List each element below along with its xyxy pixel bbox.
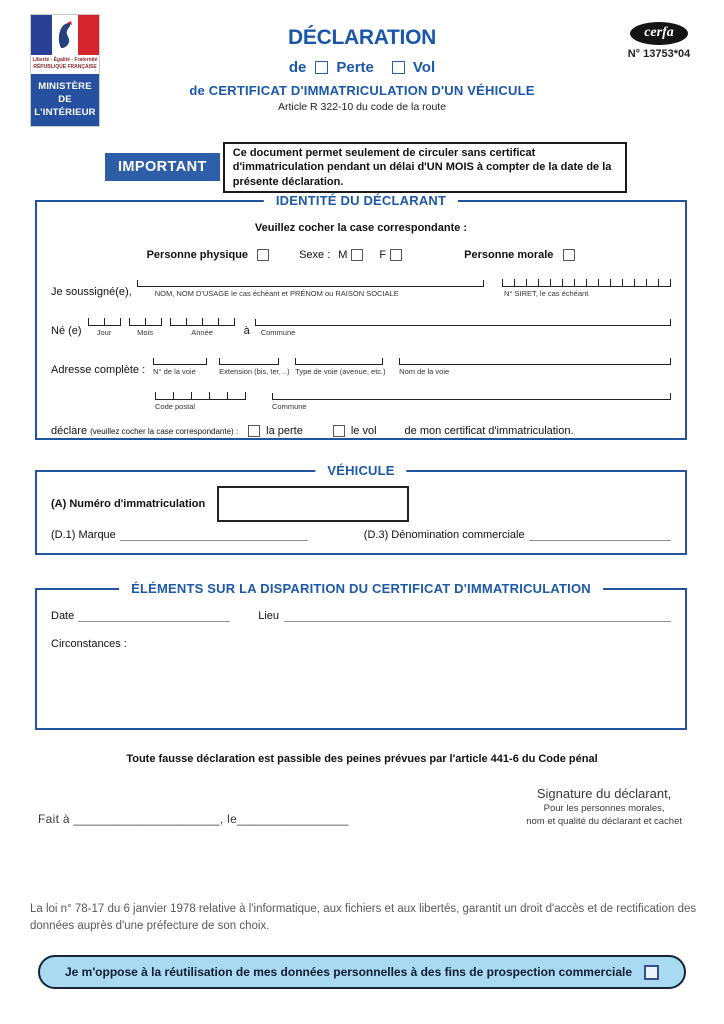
commune-naissance-caption: Commune (260, 328, 296, 337)
french-flag-logo (31, 15, 99, 55)
code-postal-caption: Code postal (155, 402, 196, 411)
false-declaration-warning: Toute fausse déclaration est passible des peines prévues par l'article 441-6 du Code pénal (126, 753, 598, 765)
form-title: DÉCLARATION (288, 26, 436, 49)
signature-block (526, 786, 682, 827)
adresse-label: Adresse complète : (51, 364, 146, 376)
section-vehicule (35, 463, 687, 555)
marianne-icon (55, 19, 75, 51)
personne-physique-label: Personne physique (146, 249, 249, 261)
annee-caption: Année (191, 328, 213, 337)
sexe-label: Sexe : (299, 249, 331, 261)
a-label: à (243, 325, 250, 337)
cerfa-badge (624, 22, 694, 60)
jour-caption: Jour (96, 328, 112, 337)
important-band (105, 142, 627, 193)
circonstances-area[interactable] (51, 650, 671, 710)
declare-paren: (veuillez cocher la case correspondante) : (90, 426, 239, 436)
de-label: de (288, 59, 307, 76)
annee-field[interactable] (170, 315, 235, 326)
circonstances-label: Circonstances : (51, 638, 127, 650)
code-postal-field[interactable] (155, 389, 246, 400)
identite-instruction: Veuillez cocher la case correspondante : (254, 222, 468, 234)
marque-label: (D.1) Marque (51, 529, 116, 541)
date-label: Date (51, 610, 75, 622)
denomination-field[interactable] (529, 530, 671, 541)
sexe-f-checkbox[interactable] (390, 249, 402, 261)
extension-caption: Extension (bis, ter, ..) (219, 367, 290, 376)
form-subtitle: de CERTIFICAT D'IMMATRICULATION D'UN VÉHICULE (189, 83, 535, 98)
marque-field[interactable] (120, 530, 308, 541)
opposition-pill (38, 955, 686, 989)
cerfa-number: N° 13753*04 (627, 48, 691, 60)
siret-field[interactable] (502, 276, 671, 287)
mois-caption: Mois (137, 328, 153, 337)
section-identite-title: IDENTITÉ DU DÉCLARANT (264, 193, 458, 208)
je-soussigne-label: Je soussigné(e), (51, 286, 132, 298)
declare-label: déclare (51, 425, 88, 437)
perte-label: Perte (336, 59, 374, 76)
la-perte-label: la perte (266, 425, 303, 437)
personne-morale-label: Personne morale (464, 249, 554, 261)
perte-checkbox[interactable] (315, 61, 328, 74)
section-identite (35, 193, 687, 440)
section-vehicule-title: VÉHICULE (315, 463, 406, 478)
section-elements-title: ÉLÉMENTS SUR LA DISPARITION DU CERTIFICAT D'IMMATRICULATION (119, 581, 603, 596)
form-title-block (120, 26, 604, 113)
siret-caption: N° SIRET, le cas échéant (504, 289, 589, 298)
signature-note-1: Pour les personnes morales, (543, 803, 665, 814)
nom-caption: NOM, NOM D'USAGE le cas échéant et PRÉNOM ou RAISON SOCIALE (154, 289, 399, 298)
sexe-f-label: F (379, 249, 387, 261)
lieu-label: Lieu (258, 610, 280, 622)
signature-title: Signature du déclarant, (536, 786, 672, 801)
la-perte-checkbox[interactable] (248, 425, 260, 437)
type-voie-field[interactable] (295, 354, 383, 365)
nom-voie-field[interactable] (399, 354, 671, 365)
ministry-logo (30, 14, 100, 127)
nom-field[interactable] (137, 276, 484, 287)
law-notice: La loi n° 78-17 du 6 janvier 1978 relative à l'informatique, aux fichiers et aux libertés, garantit un droit d'accès et de rectification des données auprès d'une préfecture de son choix. (30, 903, 697, 932)
commune-field[interactable] (272, 389, 671, 400)
opposition-text: Je m'oppose à la réutilisation de mes données personnelles à des fins de prospection commerciale (64, 965, 633, 979)
mois-field[interactable] (129, 315, 162, 326)
nom-voie-caption: Nom de la voie (399, 367, 450, 376)
sexe-m-checkbox[interactable] (351, 249, 363, 261)
immatriculation-field[interactable] (217, 486, 409, 522)
important-label: IMPORTANT (105, 153, 220, 181)
personne-morale-checkbox[interactable] (563, 249, 575, 261)
cerfa-logo: cerfa (630, 22, 688, 45)
commune-naissance-field[interactable] (255, 315, 671, 326)
commune-caption: Commune (272, 402, 307, 411)
ministry-motto: Liberté - Égalité - Fraternité (32, 57, 98, 63)
numero-voie-field[interactable] (153, 354, 207, 365)
le-vol-checkbox[interactable] (333, 425, 345, 437)
opposition-checkbox[interactable] (644, 965, 659, 980)
article-reference: Article R 322-10 du code de la route (277, 101, 447, 113)
denomination-label: (D.3) Dénomination commerciale (363, 529, 525, 541)
important-text: Ce document permet seulement de circuler sans certificat d'immatriculation pendant un délai d'UN MOIS à compter de la date de la présente déclaration. (223, 142, 627, 193)
date-field[interactable] (78, 611, 230, 622)
immatriculation-label: (A) Numéro d'immatriculation (51, 498, 206, 510)
fait-a-line[interactable]: Fait à _____________________, le________________ (38, 812, 349, 826)
numero-voie-caption: N° de la voie (153, 367, 196, 376)
extension-field[interactable] (219, 354, 279, 365)
ministry-republic: RÉPUBLIQUE FRANÇAISE (33, 63, 97, 70)
personne-physique-checkbox[interactable] (257, 249, 269, 261)
type-voie-caption: Type de voie (avenue, etc.) (295, 367, 386, 376)
declare-suffix: de mon certificat d'immatriculation. (404, 425, 574, 437)
ne-label: Né (e) (51, 325, 82, 337)
le-vol-label: le vol (350, 425, 377, 437)
jour-field[interactable] (88, 315, 121, 326)
section-elements (35, 581, 687, 730)
sexe-m-label: M (338, 249, 348, 261)
ministry-name: MINISTÈRE DE L'INTÉRIEUR (31, 74, 99, 127)
vol-label: Vol (412, 59, 436, 76)
vol-checkbox[interactable] (392, 61, 405, 74)
lieu-field[interactable] (284, 611, 671, 622)
signature-note-2: nom et qualité du déclarant et cachet (526, 816, 682, 827)
